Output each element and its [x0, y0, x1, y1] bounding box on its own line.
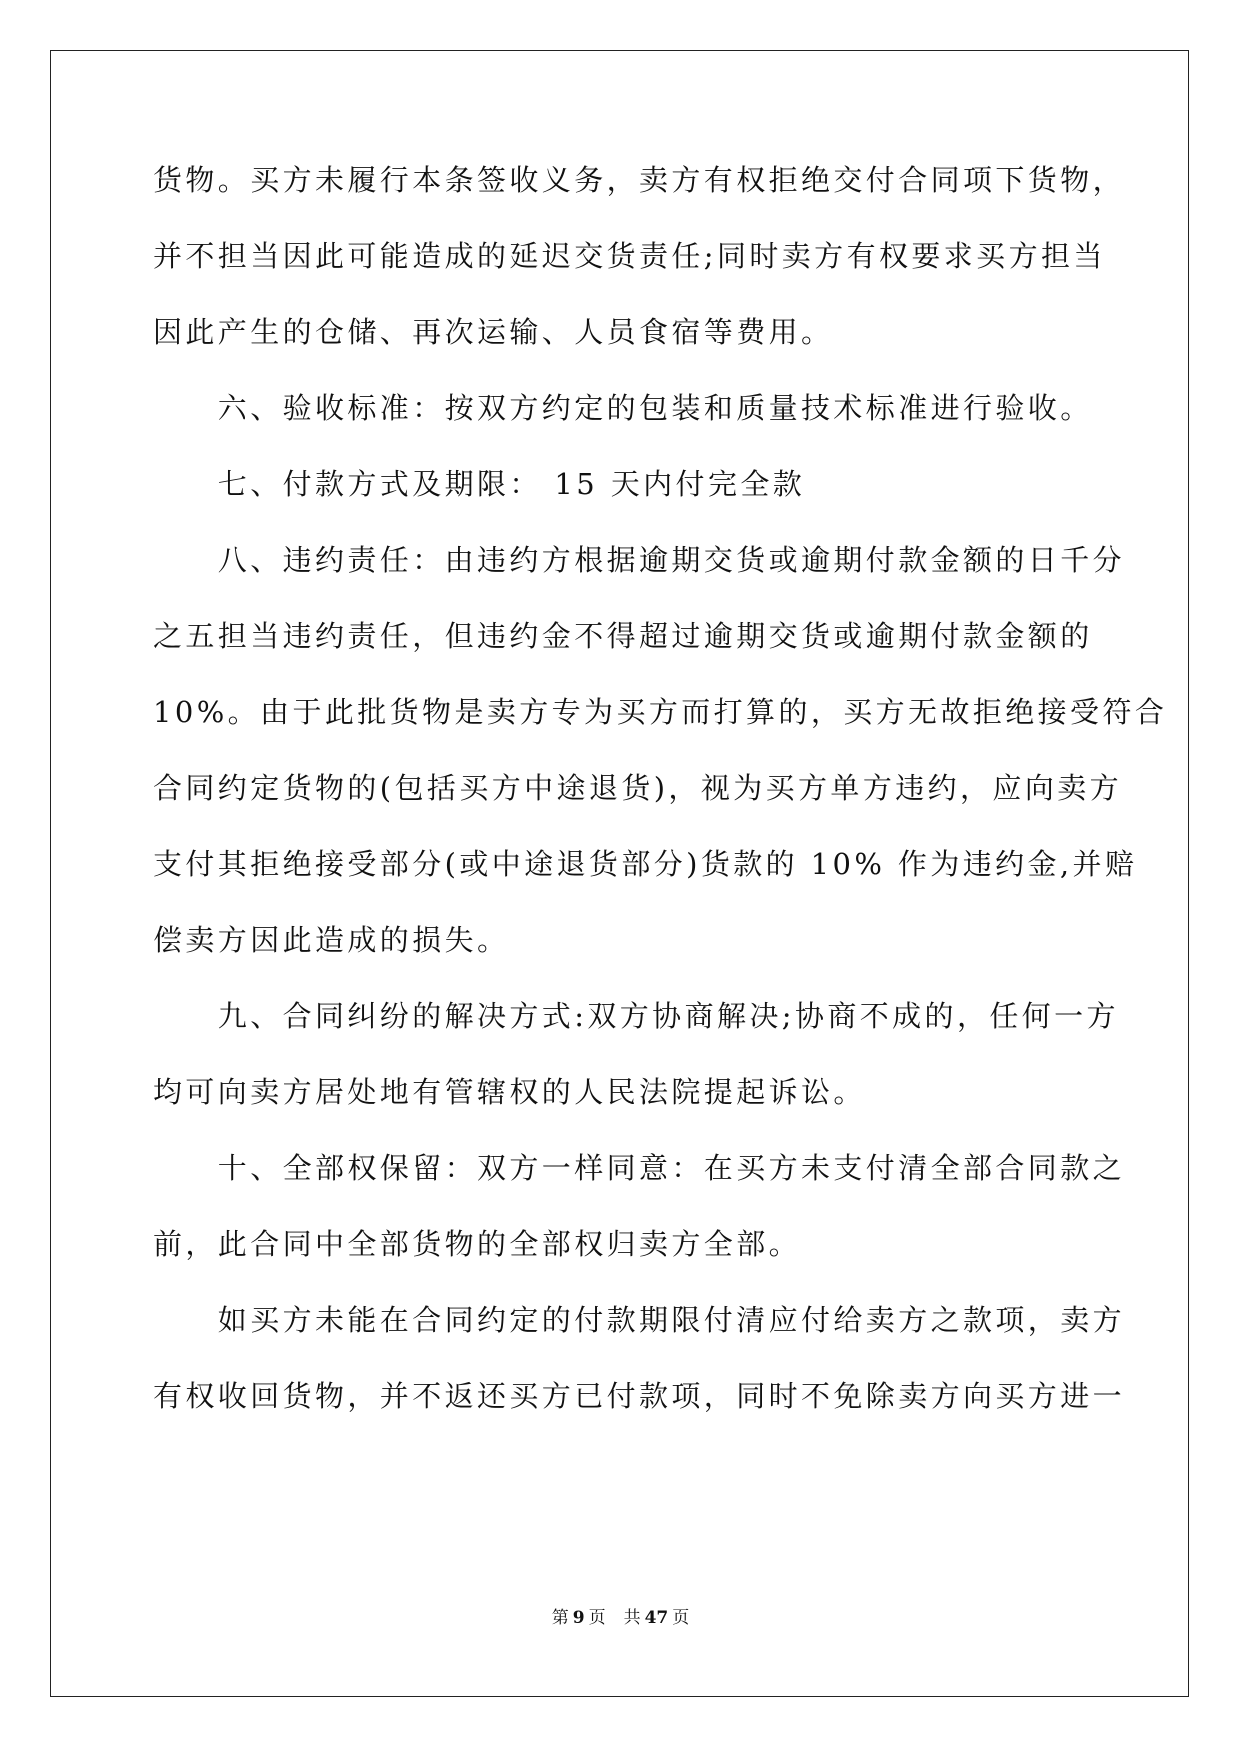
text-line: 前，此合同中全部货物的全部权归卖方全部。 [153, 1227, 802, 1261]
text-line: 10%。由于此批货物是卖方专为买方而打算的，买方无故拒绝接受符合 [153, 695, 1168, 729]
text-line: 六、验收标准：按双方约定的包装和质量技术标准进行验收。 [153, 391, 1093, 425]
text-line: 货物。买方未履行本条签收义务，卖方有权拒绝交付合同项下货物， [153, 163, 1126, 197]
text-line: 之五担当违约责任，但违约金不得超过逾期交货或逾期付款金额的 [153, 619, 1093, 653]
total-pages: 47 [644, 1608, 669, 1628]
text-line: 均可向卖方居处地有管辖权的人民法院提起诉讼。 [153, 1075, 866, 1109]
page-prefix: 第 [551, 1608, 569, 1628]
text-line: 十、全部权保留：双方一样同意：在买方未支付清全部合同款之 [153, 1151, 1126, 1185]
total-prefix: 共 [623, 1608, 641, 1628]
text-line: 合同约定货物的(包括买方中途退货)，视为买方单方违约，应向卖方 [153, 771, 1123, 805]
text-line: 并不担当因此可能造成的延迟交货责任;同时卖方有权要求买方担当 [153, 239, 1106, 273]
text-line: 偿卖方因此造成的损失。 [153, 923, 510, 957]
text-line: 支付其拒绝接受部分(或中途退货部分)货款的 10% 作为违约金,并赔 [153, 847, 1138, 881]
total-suffix: 页 [672, 1608, 690, 1628]
text-line: 有权收回货物，并不返还买方已付款项，同时不免除卖方向买方进一 [153, 1379, 1126, 1413]
page-suffix: 页 [588, 1608, 606, 1628]
text-line: 九、合同纠纷的解决方式:双方协商解决;协商不成的，任何一方 [153, 999, 1119, 1033]
text-line: 如买方未能在合同约定的付款期限付清应付给卖方之款项，卖方 [153, 1303, 1126, 1337]
text-line: 因此产生的仓储、再次运输、人员食宿等费用。 [153, 315, 834, 349]
text-line: 七、付款方式及期限： 15 天内付完全款 [153, 467, 806, 501]
page-footer [0, 1603, 1241, 1628]
page-number: 9 [572, 1608, 585, 1628]
text-line: 八、违约责任：由违约方根据逾期交货或逾期付款金额的日千分 [153, 543, 1126, 577]
